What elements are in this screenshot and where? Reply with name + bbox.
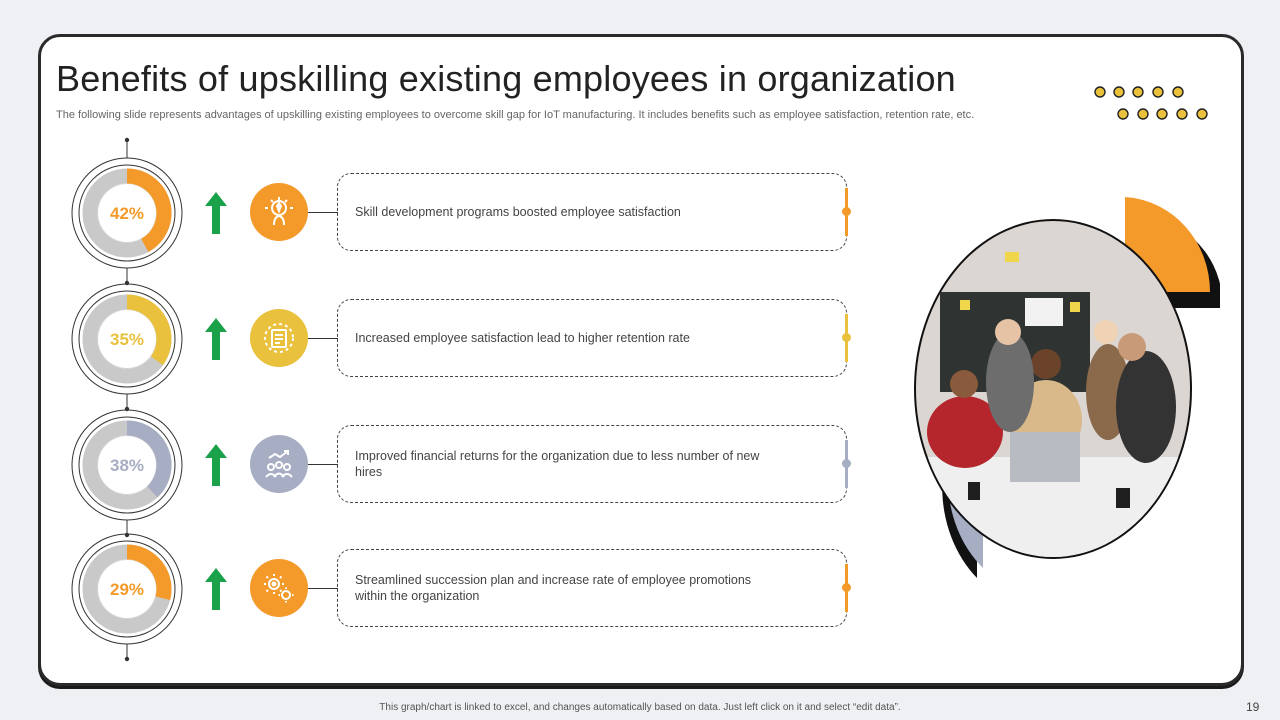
up-arrow-icon [205,444,227,486]
percent-label: 29% [109,580,145,599]
timeline-dot [125,138,129,142]
benefit-text-box [337,549,847,627]
benefit-text: Streamlined succession plan and increase rate of employee promotions within the organization [355,573,752,603]
benefit-text: Increased employee satisfaction lead to higher retention rate [355,331,690,345]
slide-subtitle: The following slide represents advantages of upskilling existing employees to overcome skill gap for IoT manufacturing. It includes benefits such as employee satisfaction, retention rate, etc. [56,109,975,121]
connector-line [308,338,338,339]
box-accent-dot [842,583,851,592]
timeline-dot [125,657,129,661]
benefit-row [0,281,900,401]
percent-label: 35% [109,330,145,349]
benefit-row [0,531,900,651]
up-arrow-icon [205,192,227,234]
footer-note: This graph/chart is linked to excel, and changes automatically based on data. Just left click on it and select “edit data”. [379,702,901,713]
decorative-dots [1092,84,1212,124]
box-accent-dot [842,333,851,342]
up-arrow-icon [205,568,227,610]
benefit-text: Improved financial returns for the organization due to less number of new hires [355,449,760,479]
benefit-text-box [337,299,847,377]
checklist-icon [250,309,308,367]
team-growth-icon [250,435,308,493]
box-accent-dot [842,207,851,216]
up-arrow-icon [205,318,227,360]
team-meeting-photo [880,192,1220,582]
benefit-text-box [337,173,847,251]
benefit-row [0,155,900,275]
connector-line [308,212,338,213]
percent-label: 42% [109,204,145,223]
slide-title: Benefits of upskilling existing employees in organization [56,58,956,99]
idea-head-icon [250,183,308,241]
benefit-text-box [337,425,847,503]
connector-line [308,464,338,465]
page-number: 19 [1246,700,1260,714]
connector-line [308,588,338,589]
percent-label: 38% [109,456,145,475]
gears-icon [250,559,308,617]
benefit-text: Skill development programs boosted employee satisfaction [355,205,681,219]
benefit-row [0,407,900,527]
box-accent-dot [842,459,851,468]
